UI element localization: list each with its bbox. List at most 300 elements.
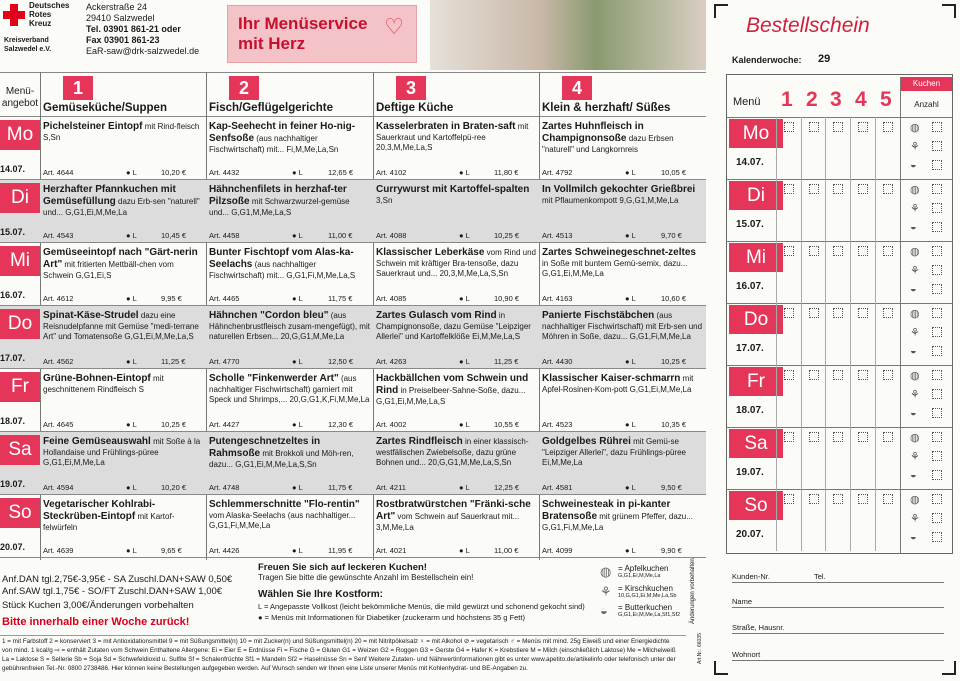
day-date: 14.07. xyxy=(0,164,26,174)
order-quantity-box[interactable] xyxy=(833,494,843,504)
order-quantity-box[interactable] xyxy=(858,122,868,132)
cherry-icon: ⚘ xyxy=(910,203,920,215)
diet-marker-icon: ● L xyxy=(625,420,636,429)
menu-item-desc: mit geschnittenem Rindfleisch S xyxy=(43,374,164,394)
diet-marker-icon: ● L xyxy=(292,168,303,177)
order-col-divider xyxy=(875,179,876,241)
order-quantity-box[interactable] xyxy=(833,370,843,380)
cake-quantity-box[interactable] xyxy=(932,122,942,132)
diet-marker-icon: ● L xyxy=(292,357,303,366)
diet-marker-icon: ● L xyxy=(625,231,636,240)
cake-quantity-box[interactable] xyxy=(932,184,942,194)
menu-item xyxy=(43,121,203,161)
crop-corner xyxy=(714,4,728,18)
cake-quantity-box[interactable] xyxy=(932,513,942,523)
menu-item-desc: vom Schwein auf Sauerkraut mit... 3,M,Me,La xyxy=(376,512,520,532)
order-quantity-box[interactable] xyxy=(833,308,843,318)
order-day-label: Sa xyxy=(729,429,783,458)
menu-item xyxy=(542,121,703,161)
column-title: Deftige Küche xyxy=(376,102,454,114)
header-photo xyxy=(430,0,706,70)
cake-col-divider xyxy=(900,77,901,554)
menu-item xyxy=(43,436,203,476)
menu-item xyxy=(542,499,703,539)
menu-item-desc: mit Brokkoli und Möh-ren, dazu... G,G1,Ei,M,Me,La,S,Sn xyxy=(209,449,354,469)
org-sub-line: Salzwedel e.V. xyxy=(4,46,52,53)
menu-item xyxy=(209,436,370,476)
price: 12,50 € xyxy=(328,357,354,366)
pricing-line: Anf.SAW tgl.1,75€ - SO/FT Zuschl.DAN+SAW 1,00€ xyxy=(2,586,223,597)
field-line xyxy=(732,633,944,634)
price: 11,80 € xyxy=(494,168,519,177)
article-no: Art. 4639 xyxy=(43,546,74,555)
order-col-divider xyxy=(801,241,802,303)
red-cross-logo-icon xyxy=(3,4,25,26)
article-no: Art. 4021 xyxy=(376,546,407,555)
order-col-divider xyxy=(850,427,851,489)
order-quantity-box[interactable] xyxy=(858,246,868,256)
cake-quantity-box[interactable] xyxy=(932,370,942,380)
slogan-banner xyxy=(227,5,417,63)
menu-item xyxy=(376,310,536,350)
order-day-date: 19.07. xyxy=(736,467,764,478)
diet-marker-icon: ● L xyxy=(292,420,303,429)
cake-quantity-box[interactable] xyxy=(932,141,942,151)
butter-cake-icon: ◒ xyxy=(910,159,917,171)
cherry-icon: ⚘ xyxy=(910,327,920,339)
day-label: Mi xyxy=(0,246,40,276)
menu-item xyxy=(43,499,203,539)
day-label: Fr xyxy=(0,372,40,402)
menu-item-desc: mit Apfel-Rosinen-Kom-pott G,G1,Ei,M,Me,La xyxy=(542,374,694,394)
price: 9,65 € xyxy=(161,546,182,555)
city-field[interactable]: Wohnort xyxy=(732,650,761,659)
menu-item xyxy=(376,184,536,224)
article-no: Art. 4594 xyxy=(43,483,74,492)
menu-item xyxy=(209,310,370,350)
apple-icon: ◍ xyxy=(910,494,920,506)
cake-quantity-box[interactable] xyxy=(932,246,942,256)
cake-quantity-box[interactable] xyxy=(932,389,942,399)
order-row-divider xyxy=(726,117,953,118)
menu-item-title: Spinat-Käse-Strudel xyxy=(43,310,139,321)
order-quantity-box[interactable] xyxy=(784,184,794,194)
column-title: Klein & herzhaft/ Süßes xyxy=(542,102,671,114)
diet-marker-icon: ● L xyxy=(459,231,470,240)
menu-item xyxy=(542,184,703,224)
diet-marker-icon: ● L xyxy=(459,357,470,366)
article-number: Art.Nr.: 66035 xyxy=(697,633,703,664)
order-menu-label: Menü xyxy=(733,96,761,108)
legend-line: gebührenfreien Tel.-Nr. 0800 2738486. Hier können keine Bestellungen aufgegeben werden. Auf Wunsch senden wir Ihnen eine Liste unserer Menüs mit Kohlenhydrat- und BE-Angaben zu. xyxy=(2,665,528,672)
diet-marker-icon: ● L xyxy=(459,168,470,177)
pricing-line: Anf.DAN tgl.2,75€-3,95€ - SA Zuschl.DAN+SAW 0,50€ xyxy=(2,574,233,585)
order-quantity-box[interactable] xyxy=(809,370,819,380)
order-col-divider xyxy=(850,303,851,365)
order-quantity-box[interactable] xyxy=(784,432,794,442)
diet-marker-icon: ● L xyxy=(625,357,636,366)
diet-marker-icon: ● L xyxy=(126,546,137,555)
menu-item-title: Gemüseeintopf nach "Gärt-nerin Art" xyxy=(43,247,198,270)
order-row-divider xyxy=(726,179,953,180)
cake-quantity-box[interactable] xyxy=(932,432,942,442)
diet-marker-icon: ● L xyxy=(625,168,636,177)
order-col-divider xyxy=(776,427,777,489)
article-no: Art. 4748 xyxy=(209,483,240,492)
order-quantity-box[interactable] xyxy=(833,184,843,194)
order-quantity-box[interactable] xyxy=(858,494,868,504)
menu-item-title: Vegetarischer Kohlrabi-Steckrüben-Eintopf xyxy=(43,499,156,522)
order-col-divider xyxy=(825,365,826,427)
order-day-date: 14.07. xyxy=(736,157,764,168)
cake-quantity-box[interactable] xyxy=(932,408,942,418)
order-quantity-box[interactable] xyxy=(784,308,794,318)
cake-quantity-box[interactable] xyxy=(932,346,942,356)
order-quantity-box[interactable] xyxy=(883,308,893,318)
cake-quantity-box[interactable] xyxy=(932,265,942,275)
menu-item-desc: mit grünem Pfeffer, dazu... G,G1,Fi,M,Me,La xyxy=(542,512,693,532)
menu-number-header: 5 xyxy=(880,88,892,111)
article-no: Art. 4102 xyxy=(376,168,407,177)
order-col-divider xyxy=(850,489,851,551)
article-no: Art. 4645 xyxy=(43,420,74,429)
diet-marker-icon: ● L xyxy=(625,294,636,303)
menu-item xyxy=(376,247,536,287)
article-no: Art. 4465 xyxy=(209,294,240,303)
return-notice: Bitte innerhalb einer Woche zurück! xyxy=(2,616,190,628)
price: 10,25 € xyxy=(161,420,187,429)
cake-quantity-box[interactable] xyxy=(932,160,942,170)
menu-number-header: 2 xyxy=(806,88,818,111)
order-quantity-box[interactable] xyxy=(809,184,819,194)
order-col-divider xyxy=(825,427,826,489)
menu-item-desc: mit Schwarzwurzel-gemüse und... G,G1,M,Me,La,S xyxy=(209,197,350,217)
order-row-divider xyxy=(726,489,953,490)
menu-item-desc: (aus nachhaltiger Fischwirtschaft) mit Erb-sen und Möhren in Soße, dazu... G,G1,Fi,M,Me,La xyxy=(542,311,703,341)
order-col-divider xyxy=(801,365,802,427)
order-col-divider xyxy=(850,117,851,179)
phone-field[interactable]: Tel. xyxy=(814,572,826,581)
menu-item xyxy=(542,310,703,350)
menu-item-desc: dazu Erbsen "naturell" und Langkornreis xyxy=(542,134,674,154)
org-sub xyxy=(4,36,51,54)
article-no: Art. 4581 xyxy=(542,483,573,492)
order-day-date: 15.07. xyxy=(736,219,764,230)
butter-cake-icon: ◒ xyxy=(910,283,917,295)
price: 10,60 € xyxy=(661,294,687,303)
menu-item-desc: (aus nachhaltiger Fischwirtschaft) mit... Fi,M,Me,La,Sn xyxy=(209,134,339,154)
price: 10,25 € xyxy=(494,231,520,240)
crop-corner xyxy=(714,661,728,675)
price: 11,25 € xyxy=(494,357,519,366)
legend-line: 1 = mit Farbstoff 2 = konserviert 3 = mit Antioxidationsmittel 9 = mit Süßungsmittel(n) 10 = mit Zucker(n) und Süßungsmittel(n) 20 = mit Nitritpökelsalz ♀ = mit Alkohol ⊘ = vegetarisch ♂ = Menüs mit mind. 25g Eiweiß und einer Energiedichte xyxy=(2,638,670,645)
day-date: 15.07. xyxy=(0,227,26,237)
order-day-label: Mi xyxy=(729,243,783,272)
order-quantity-box[interactable] xyxy=(883,122,893,132)
order-quantity-box[interactable] xyxy=(809,122,819,132)
day-date: 17.07. xyxy=(0,353,26,363)
order-quantity-box[interactable] xyxy=(809,432,819,442)
column-number: 2 xyxy=(229,76,259,100)
menu-item-title: Hähnchenfilets in herzhaf-ter Pilzsoße xyxy=(209,184,347,207)
menu-item xyxy=(376,499,536,539)
week-label: Kalenderwoche: xyxy=(732,55,802,65)
cake-quantity-box[interactable] xyxy=(932,451,942,461)
price: 10,35 € xyxy=(661,420,687,429)
butter-cake-icon: ◒ xyxy=(600,603,608,618)
menu-item xyxy=(209,184,370,224)
order-col-divider xyxy=(875,365,876,427)
order-col-divider xyxy=(776,365,777,427)
order-quantity-box[interactable] xyxy=(809,246,819,256)
order-day-label: So xyxy=(729,491,783,520)
order-quantity-box[interactable] xyxy=(784,370,794,380)
diet-marker-icon: ● L xyxy=(625,483,636,492)
menu-item-title: Schlemmerschnitte "Flo-rentin" xyxy=(209,499,360,510)
cake-quantity-box[interactable] xyxy=(932,222,942,232)
order-quantity-box[interactable] xyxy=(883,246,893,256)
order-row-divider xyxy=(726,427,953,428)
menu-item-title: Grüne-Bohnen-Eintopf xyxy=(43,373,151,384)
menu-item-title: Panierte Fischstäbchen xyxy=(542,310,655,321)
order-quantity-box[interactable] xyxy=(858,308,868,318)
menu-item-title: Herzhafter Pfannkuchen mit Gemüsefüllung xyxy=(43,184,176,207)
order-col-divider xyxy=(801,489,802,551)
menu-item-desc: in Preiselbeer-Sahne-Soße, dazu... G,G1,Ei,M,Me,La,S xyxy=(376,386,526,406)
order-quantity-box[interactable] xyxy=(833,432,843,442)
diet-diabetic-legend: ● = Menüs mit Informationen für Diabetiker (zuckerarm und höchstens 35 g Fett) xyxy=(258,613,525,622)
order-row-divider xyxy=(726,303,953,304)
order-col-divider xyxy=(875,303,876,365)
price: 11,25 € xyxy=(161,357,186,366)
cake-quantity-box[interactable] xyxy=(932,284,942,294)
menu-item-title: Klassischer Kaiser-schmarrn xyxy=(542,373,681,384)
order-day-label: Mo xyxy=(729,119,783,148)
menu-item-title: Goldgelbes Rührei xyxy=(542,436,631,447)
menu-item-title: Bunter Fischtopf vom Alas-ka-Seelachs xyxy=(209,247,354,270)
menu-item-desc: dazu Erb-sen "naturell" und... G,G1,Ei,M,Me,La xyxy=(43,197,200,217)
menu-item xyxy=(209,499,370,539)
menu-item-desc: mit Sauerkraut und Kartoffelpü-ree 20,3,M,Me,La,S xyxy=(376,122,529,152)
order-day-date: 17.07. xyxy=(736,343,764,354)
cake-header: Kuchen xyxy=(901,77,952,91)
menu-item-title: Feine Gemüseauswahl xyxy=(43,436,151,447)
cake-quantity-box[interactable] xyxy=(932,203,942,213)
field-line xyxy=(732,660,944,661)
price: 11,00 € xyxy=(494,546,519,555)
order-col-divider xyxy=(875,489,876,551)
day-date: 19.07. xyxy=(0,479,26,489)
butter-cake-icon: ◒ xyxy=(910,531,917,543)
street-field[interactable]: Straße, Hausnr. xyxy=(732,623,785,632)
article-no: Art. 4088 xyxy=(376,231,407,240)
article-no: Art. 4263 xyxy=(376,357,407,366)
diet-headline: Wählen Sie Ihre Kostform: xyxy=(258,589,384,600)
diet-marker-icon: ● L xyxy=(292,483,303,492)
article-no: Art. 4523 xyxy=(542,420,573,429)
menu-number-header: 3 xyxy=(830,88,842,111)
menu-item-desc: dazu eine Reisnudelpfanne mit Gemüse "medi-terrane Art" und Tomatensoße G,G1,Ei,M,Me,La,S xyxy=(43,311,199,341)
address-block xyxy=(86,2,199,57)
menu-item-desc: in Soße mit buntem Gemü-semix, dazu... G,G1,Ei,M,Me,La xyxy=(542,259,688,278)
cake-quantity-box[interactable] xyxy=(932,532,942,542)
diet-marker-icon: ● L xyxy=(459,294,470,303)
column-number: 1 xyxy=(63,76,93,100)
menu-item xyxy=(542,247,703,287)
menu-item xyxy=(376,373,536,413)
menu-item-desc: (aus nachhaltiger Fischwirtschaft) garniert mit Speck und Shrimps,... 20,G,G1,K,Fi,M,Me,La xyxy=(209,374,370,404)
menu-item xyxy=(43,247,203,287)
order-quantity-box[interactable] xyxy=(809,494,819,504)
article-no: Art. 4085 xyxy=(376,294,407,303)
street: Ackerstraße 24 xyxy=(86,2,148,12)
order-quantity-box[interactable] xyxy=(858,370,868,380)
order-row-divider xyxy=(726,365,953,366)
menu-item-desc: mit fritierten Mettbäll-chen vom Schwein G,G1,Ei,S xyxy=(43,260,174,280)
order-quantity-box[interactable] xyxy=(833,246,843,256)
org-sub-line: Kreisverband xyxy=(4,37,49,44)
menu-item-title: Zartes Huhnfleisch in Champignonsoße xyxy=(542,121,644,144)
day-date: 18.07. xyxy=(0,416,26,426)
column-number: 4 xyxy=(562,76,592,100)
cherry-icon: ⚘ xyxy=(910,141,920,153)
menu-item-desc: vom Rind und Schwein mit kräftiger Bra-tensoße, dazu Sauerkraut und... 20,3,M,Me,La,S,Sn xyxy=(376,248,536,278)
menu-label-line: Menü- xyxy=(5,86,35,97)
cake-butter: = Butterkuchen xyxy=(618,603,673,612)
cake-apple-allergens: G,G1,Ei,M,Me,La xyxy=(618,573,661,579)
diet-marker-icon: ● L xyxy=(292,546,303,555)
order-col-divider xyxy=(801,117,802,179)
apple-icon: ◍ xyxy=(910,370,920,382)
article-no: Art. 4432 xyxy=(209,168,240,177)
price: 10,20 € xyxy=(161,483,187,492)
cake-quantity-box[interactable] xyxy=(932,308,942,318)
article-no: Art. 4458 xyxy=(209,231,240,240)
day-label: So xyxy=(0,498,40,528)
order-col-divider xyxy=(776,489,777,551)
order-quantity-box[interactable] xyxy=(883,494,893,504)
cake-headline: Freuen Sie sich auf leckeren Kuchen! xyxy=(258,562,427,573)
price: 10,25 € xyxy=(661,357,687,366)
article-no: Art. 4163 xyxy=(542,294,573,303)
slogan-line2: mit Herz xyxy=(238,34,306,53)
menu-item-desc: in einer klassisch-westfälischen Zwiebelsoße, dazu grüne Bohnen und... 20,G,G1,M,Me,La,S,Sn xyxy=(376,437,529,467)
menu-item-title: Klassischer Leberkäse xyxy=(376,247,485,258)
cherry-icon: ⚘ xyxy=(910,513,920,525)
article-no: Art. 4562 xyxy=(43,357,74,366)
org-line: Rotes xyxy=(29,10,52,19)
menu-item-title: Hackbällchen vom Schwein und Rind xyxy=(376,373,529,396)
order-quantity-box[interactable] xyxy=(784,246,794,256)
order-col-divider xyxy=(850,365,851,427)
article-no: Art. 4792 xyxy=(542,168,573,177)
day-row xyxy=(0,243,706,306)
customer-number-field[interactable]: Kunden-Nr. xyxy=(732,572,770,581)
order-quantity-box[interactable] xyxy=(833,122,843,132)
divider xyxy=(0,635,686,636)
diet-light-legend: L = Angepasste Vollkost (leicht bekömmliche Menüs, die mild gewürzt und schonend gekocht sind) xyxy=(258,602,585,611)
heart-icon: ♡ xyxy=(384,14,404,39)
menu-item-title: Pichelsteiner Eintopf xyxy=(43,121,143,132)
order-col-divider xyxy=(825,241,826,303)
article-no: Art. 4002 xyxy=(376,420,407,429)
menu-item-title: In Vollmilch gekochter Grießbrei xyxy=(542,184,696,195)
crop-corner xyxy=(942,4,956,18)
apple-icon: ◍ xyxy=(910,432,920,444)
footer-area xyxy=(0,558,706,681)
order-quantity-box[interactable] xyxy=(883,432,893,442)
cake-quantity-box[interactable] xyxy=(932,470,942,480)
day-label: Di xyxy=(0,183,40,213)
menu-item-title: Hähnchen "Cordon bleu" xyxy=(209,310,329,321)
order-col-divider xyxy=(850,241,851,303)
day-date: 16.07. xyxy=(0,290,26,300)
diet-marker-icon: ● L xyxy=(292,231,303,240)
menu-item-title: Zartes Rindfleisch xyxy=(376,436,463,447)
diet-marker-icon: ● L xyxy=(126,168,137,177)
price: 9,90 € xyxy=(661,546,682,555)
field-line xyxy=(732,607,944,608)
menu-item-desc: vom Alaska-Seelachs (aus nachhaltiger... G,G1,Fi,M,Me,La xyxy=(209,511,356,530)
price: 10,45 € xyxy=(161,231,187,240)
price: 11,75 € xyxy=(328,294,353,303)
row-divider xyxy=(0,557,706,558)
order-col-divider xyxy=(875,117,876,179)
apple-icon: ◍ xyxy=(910,308,920,320)
menu-item-title: Kasselerbraten in Braten-saft xyxy=(376,121,516,132)
side-note: Änderungen vorbehalten xyxy=(690,558,696,624)
order-quantity-box[interactable] xyxy=(858,184,868,194)
menu-item-desc: mit Rind-fleisch S,Sn xyxy=(43,122,200,142)
menu-label-line: angebot xyxy=(1,98,39,109)
cake-cherry-allergens: 10,G,G1,Ei,M,Me,La,Sb xyxy=(618,593,677,599)
order-quantity-box[interactable] xyxy=(883,370,893,380)
order-col-divider xyxy=(825,303,826,365)
cherry-icon: ⚘ xyxy=(600,584,612,599)
menu-offer-label xyxy=(0,86,40,110)
butter-cake-icon: ◒ xyxy=(910,469,917,481)
menu-item-desc: 3,Sn xyxy=(376,196,393,205)
order-quantity-box[interactable] xyxy=(858,432,868,442)
order-col-divider xyxy=(801,179,802,241)
day-label: Do xyxy=(0,309,40,339)
order-col-divider xyxy=(825,489,826,551)
day-row xyxy=(0,369,706,432)
cake-quantity-box[interactable] xyxy=(932,494,942,504)
order-quantity-box[interactable] xyxy=(883,184,893,194)
menu-item-title: Zartes Gulasch vom Rind xyxy=(376,310,497,321)
price: 12,30 € xyxy=(328,420,354,429)
name-field[interactable]: Name xyxy=(732,597,753,606)
crop-corner xyxy=(942,661,956,675)
menu-item-desc: mit Gemü-se "Leipziger Allerlei", dazu Frühlings-püree Ei,M,Me,La xyxy=(542,437,686,467)
order-col-divider xyxy=(776,117,777,179)
day-row xyxy=(0,495,706,558)
order-quantity-box[interactable] xyxy=(784,494,794,504)
org-name xyxy=(29,1,69,28)
article-no: Art. 4513 xyxy=(542,231,573,240)
cake-quantity-box[interactable] xyxy=(932,327,942,337)
diet-marker-icon: ● L xyxy=(126,420,137,429)
slogan-line1: Ihr Menüservice xyxy=(238,14,368,33)
order-day-date: 18.07. xyxy=(736,405,764,416)
order-col-divider xyxy=(825,117,826,179)
order-quantity-box[interactable] xyxy=(784,122,794,132)
menu-item-title: Currywurst mit Kartoffel-spalten xyxy=(376,184,530,195)
order-quantity-box[interactable] xyxy=(809,308,819,318)
butter-cake-icon: ◒ xyxy=(910,407,917,419)
day-label: Sa xyxy=(0,435,40,465)
